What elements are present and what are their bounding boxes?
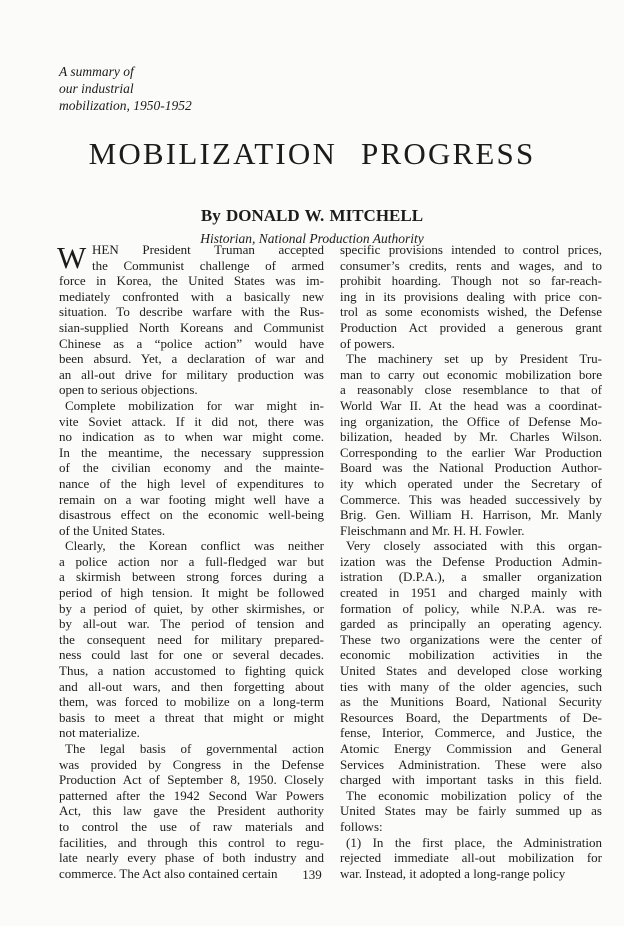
text-line: In the meantime, the necessary suppression [59,444,324,460]
text-line: basis to meet a threat that might or might [59,709,324,725]
text-line: facilities, and through this control to regu- [59,834,324,850]
text-line: trol as some economists wished, the Defense [340,304,602,320]
text-line: nance of the high level of expenditures to [59,475,324,491]
page-number: 139 [302,867,322,882]
text-line: ing organization, the Office of Defense Mo- [340,413,602,429]
text-line: Chinese as a “police action” would have [59,335,324,351]
text-line: Services Administration. These were also [340,756,602,772]
text-line: not materialize. [59,725,140,741]
text-line: Production Act of September 8, 1950. Closely [59,772,324,788]
text-line: remain on a war footing might well have a [59,491,324,507]
article-title: MOBILIZATION PROGRESS [88,136,536,171]
text-line: ity which operated under the Secretary of [340,475,602,491]
text-line: ness could last for one or several decades. [59,647,324,663]
text-line: man to carry out economic mobilization bore [340,366,602,382]
text-line: Corresponding to the earlier War Production [340,444,602,460]
text-line: consumer’s credits, rents and wages, and to [340,257,602,273]
text-line: prohibit hoarding. Though not so far-reach- [340,273,602,289]
text-line: ing in its provisions dealing with price con- [340,288,602,304]
drop-cap: W [57,240,87,275]
text-line: formation of policy, while N.P.A. was re- [340,600,602,616]
text-line: was provided by Congress in the Defense [59,756,324,772]
text-line: United States and developed close working [340,663,602,679]
text-line: ization was the Defense Production Admin- [340,553,602,569]
text-line: Thus, a nation accustomed to fighting quick [59,663,324,679]
text-line: follows: [340,818,383,834]
text-line: sian-supplied North Koreans and Communist [59,319,324,335]
byline: By DONALD W. MITCHELL [200,206,424,225]
text-line: situation. To describe warfare with the Rus- [59,304,324,320]
text-line: These two organizations were the center of [340,631,602,647]
text-line: World War II. At the head was a coordinat- [340,397,602,413]
text-line: garded as principally an operating agency. [340,616,602,632]
text-line: Clearly, the Korean conflict was neither [65,538,324,554]
text-line: an all-out drive for military production was [59,366,324,382]
text-line: by a period of quiet, by other skirmishes, or [59,600,324,616]
text-line: The economic mobilization policy of the [346,787,602,803]
text-line: of the civilian economy and the mainte- [59,460,324,476]
text-line: istration (D.P.A.), a smaller organization [340,569,602,585]
text-line: war. Instead, it adopted a long-range policy [340,865,566,881]
text-line: Complete mobilization for war might in- [65,397,324,413]
text-line: the consequent need for military prepared- [59,631,324,647]
text-line: the Communist challenge of armed [92,257,324,273]
summary-line: A summary of [59,64,134,79]
text-line: by all-out war. The period of tension and [59,616,324,632]
text-line: Board was the National Production Author- [340,460,602,476]
text-line: disastrous effect on the economic well-being [59,507,324,523]
text-line: United States may be fairly summed up as [340,803,602,819]
text-line: Resources Board, the Departments of De- [340,709,602,725]
right-column [340,242,602,881]
left-column [59,242,324,881]
text-line: Fleischmann and Mr. H. H. Fowler. [340,522,525,538]
text-line: The machinery set up by President Tru- [346,351,602,367]
author-affiliation: Historian, National Production Authority [200,231,424,246]
text-line: period of high tension. It might be followed [59,585,324,601]
text-line: late nearly every phase of both industry and [59,850,324,866]
text-line: patterned after the 1942 Second War Powers [59,787,324,803]
text-line: open to serious objections. [59,382,198,398]
text-line: Atomic Energy Commission and General [340,741,602,756]
text-line: a skirmish between strong forces during a [59,569,324,585]
text-line: Brig. Gen. William H. Harrison, Mr. Manly [340,507,602,523]
text-line: force in Korea, the United States was im- [59,273,324,289]
text-line: Act, this law gave the President authority [59,803,324,819]
summary-line: our industrial [59,81,134,96]
text-line: specific provisions intended to control prices, [340,242,602,257]
text-line: to control the use of raw materials and [59,818,324,834]
text-line: Very closely associated with this organ- [346,538,602,554]
text-line: HEN President Truman accepted [92,242,324,257]
text-line: ties with many of the older agencies, such [340,678,602,694]
text-line: vite Soviet attack. If it did not, there was [59,413,324,429]
text-line: Production Act provided a generous grant [340,319,602,335]
text-line: bilization, headed by Mr. Charles Wilson. [340,429,602,445]
text-line: of the United States. [59,522,166,538]
text-line: created in 1951 and charged mainly with [340,585,602,601]
summary-note [59,63,192,114]
text-line: a police action nor a full-fledged war but [59,553,324,569]
text-line: as the Munitions Board, National Security [340,694,602,710]
text-line: Commerce. This was headed successively by [340,491,602,507]
text-line: of powers. [340,335,395,351]
text-line: (1) In the first place, the Administration [346,834,602,850]
text-line: economic mobilization activities in the [340,647,602,663]
text-line: them, was forced to mobilize on a long-term [59,694,324,710]
text-line: The legal basis of governmental action [65,741,324,756]
text-line: commerce. The Act also contained certain [59,865,278,881]
text-line: charged with important tasks in this field. [340,772,602,788]
summary-line: mobilization, 1950-1952 [59,98,192,113]
text-line: been absurd. Yet, a declaration of war and [59,351,324,367]
text-line: a reasonably close resemblance to that of [340,382,602,398]
text-line: fense, Interior, Commerce, and Justice, the [340,725,602,741]
text-line: mediately confronted with a basically new [59,288,324,304]
text-line: rejected immediate all-out mobilization for [340,850,602,866]
text-line: no indication as to when war might come. [59,429,324,445]
text-line: and all-out wars, and then forgetting about [59,678,324,694]
